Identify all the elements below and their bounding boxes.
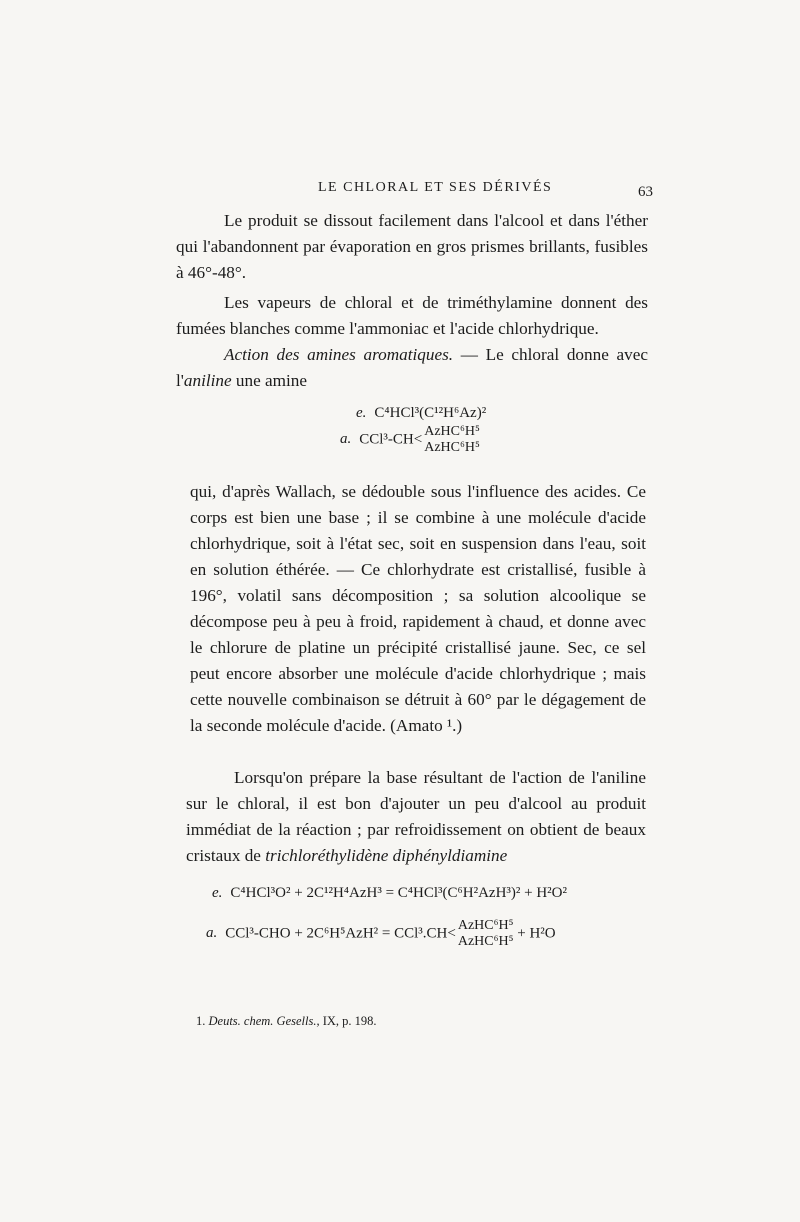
formula-2-e: e. C⁴HCl³O² + 2C¹²H⁴AzH³ = C⁴HCl³(C⁶H²AzH³)² + H²O²	[212, 885, 568, 901]
formula-2-branch: AzHC⁶H⁵ AzHC⁶H⁵	[457, 918, 514, 949]
formula-1-branch: AzHC⁶H⁵ AzHC⁶H⁵	[424, 424, 480, 455]
page-number: 63	[638, 184, 653, 200]
aniline-word: aniline	[183, 371, 232, 390]
formula-2-a: a. CCl³-CHO + 2C⁶H⁵AzH² = CCl³.CH< AzHC⁶H⁵ AzHC⁶H⁵ + H²O	[206, 918, 556, 949]
paragraph-4-text: qui, d'après Wallach, se dédouble sous l'influence des acides. Ce corps est bien une base ; il se combine à une molécule d'acide chlorhydrique, soit à l'état sec, soit en suspension dans l'eau, soit en solution éthérée. — Ce chlorhydrate est cristallisé, fusible à 196°, volatil sans décomposition ; sa solution alcoolique se décompose peu à peu à froid, rapidement à chaud, et donne avec le chlorure de platine un précipité cristallisé jaune. Sec, ce sel peut encore absorber une molécule d'acide chlorhydrique ; mais cette nouvelle combinaison se détruit à 60° par le dégagement de la seconde molécule d'acide. (Amato ¹.)	[190, 482, 646, 735]
paragraph-4	[190, 479, 646, 739]
compound-name: trichloréthylidène diphényldiamine	[265, 846, 508, 865]
formula-1-a: a. CCl³-CH< AzHC⁶H⁵ AzHC⁶H⁵	[340, 424, 480, 455]
paragraph-3-text: Action des amines aromatiques. — Le chloral donne avec l'aniline une amine	[176, 345, 648, 390]
footnote-journal: Deuts. chem. Gesells.,	[208, 1014, 320, 1028]
footnote: 1. Deuts. chem. Gesells., IX, p. 198.	[196, 1014, 377, 1028]
paragraph-2	[176, 290, 648, 342]
paragraph-3	[176, 342, 648, 394]
formula-1-e: e. C⁴HCl³(C¹²H⁶Az)²	[356, 405, 487, 421]
paragraph-5	[186, 765, 646, 869]
running-title: LE CHLORAL ET SES DÉRIVÉS	[318, 180, 553, 195]
paragraph-2-text: Les vapeurs de chloral et de triméthylamine donnent des fumées blanches comme l'ammoniac et l'acide chlorhydrique.	[176, 293, 648, 338]
paragraph-1-text: Le produit se dissout facilement dans l'alcool et dans l'éther qui l'abandonnent par évaporation en gros prismes brillants, fusibles à 46°-48°.	[176, 211, 648, 282]
paragraph-5-text: Lorsqu'on prépare la base résultant de l'action de l'aniline sur le chloral, il est bon d'ajouter un peu d'alcool au produit immédiat de la réaction ; par refroidissement on obtient de beaux cristaux de trichloréthylidène diphényldiamine	[186, 768, 646, 865]
section-title: Action des amines aromatiques.	[224, 345, 454, 364]
paragraph-1	[176, 208, 648, 286]
